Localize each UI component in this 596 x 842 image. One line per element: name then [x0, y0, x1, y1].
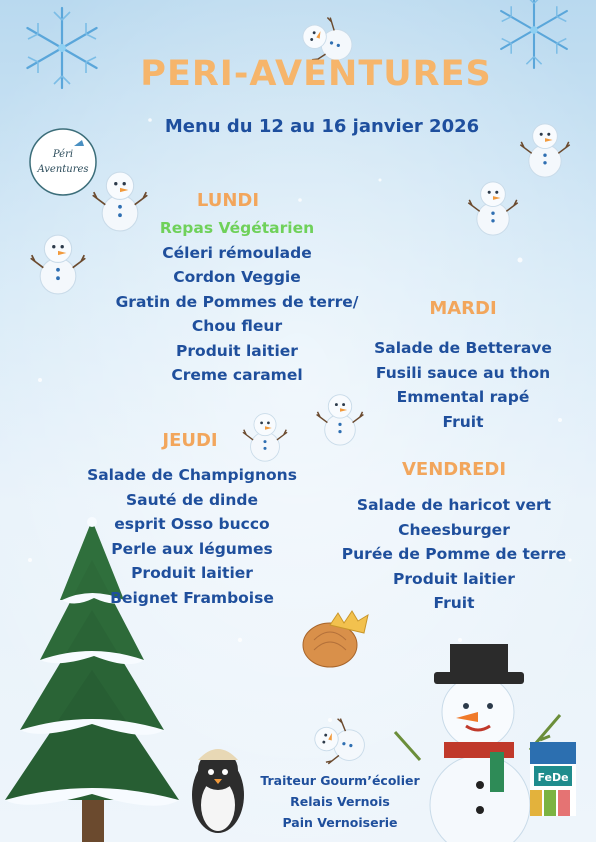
list-item: Relais Vernois: [290, 794, 390, 809]
list-item: Salade de Betterave: [374, 339, 552, 357]
list-item: Purée de Pomme de terre: [341, 545, 567, 563]
list-item: Pain Vernoiserie: [282, 815, 398, 830]
list-item: Perle aux légumes: [111, 539, 273, 558]
menu-list-vendredi: [342, 493, 566, 616]
list-item: Produit laitier: [393, 569, 515, 588]
page-title: PERI-AVENTURES: [140, 54, 492, 94]
day-heading-lundi: LUNDI: [196, 190, 260, 211]
list-item: esprit Osso bucco: [114, 515, 270, 533]
logo-text: Péri: [52, 149, 74, 160]
day-heading-jeudi: JEUDI: [162, 430, 218, 451]
list-item: Chou fleur: [191, 317, 283, 335]
list-item: Salade de haricot vert: [356, 496, 552, 514]
list-item: Traiteur Gourm’écolier: [260, 773, 420, 788]
day-heading-mardi: MARDI: [429, 298, 497, 319]
list-item: Repas Végétarien: [159, 219, 315, 237]
list-item: Creme caramel: [171, 366, 303, 384]
logo-text: Aventures: [37, 164, 89, 175]
list-item: Cordon Veggie: [173, 268, 301, 286]
list-item: Emmental rapé: [396, 388, 530, 406]
list-item: Gratin de Pommes de terre/: [115, 292, 359, 311]
list-item: Beignet Framboise: [110, 588, 274, 607]
list-item: Sauté de dinde: [125, 490, 259, 509]
day-heading-vendredi: VENDREDI: [401, 459, 507, 480]
supplier-list: [260, 770, 419, 833]
list-item: Fruit: [442, 412, 484, 431]
fede-logo: [530, 742, 576, 816]
menu-list-lundi: [116, 216, 359, 388]
menu-list-mardi: [374, 336, 552, 434]
list-item: Produit laitier: [131, 564, 253, 582]
menu-date-range: Menu du 12 au 16 janvier 2026: [164, 116, 480, 137]
list-item: Fusili sauce au thon: [375, 363, 551, 382]
list-item: Produit laitier: [176, 341, 298, 360]
list-item: Salade de Champignons: [87, 466, 297, 484]
list-item: Céleri rémoulade: [162, 243, 312, 262]
menu-list-jeudi: [87, 463, 297, 610]
list-item: Cheesburger: [398, 520, 510, 539]
badge-text: FeDe: [537, 771, 569, 784]
peri-aventures-logo: [30, 129, 96, 195]
list-item: Fruit: [433, 594, 475, 612]
